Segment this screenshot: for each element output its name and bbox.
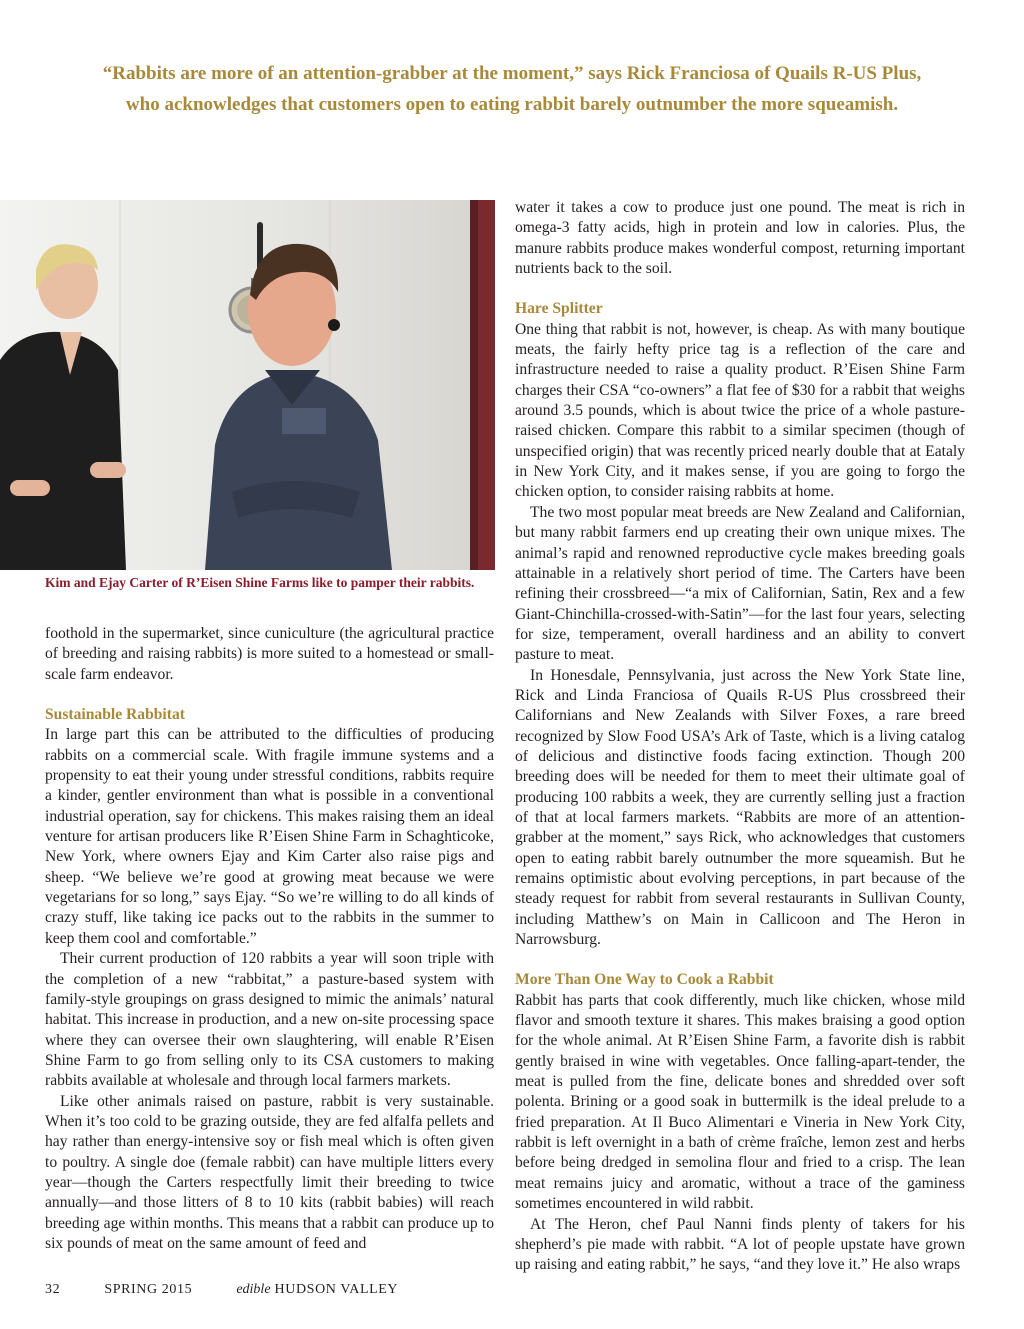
- issue-label: SPRING 2015: [104, 1282, 193, 1297]
- photo-caption: Kim and Ejay Carter of R’Eisen Shine Farms like to pamper their rabbits.: [45, 575, 475, 590]
- paragraph: The two most popular meat breeds are New Zealand and Californian, but many rabbit farmers end up creating their own unique mixes. The animal’s rapid and renowned reproductive cycle makes breeding goals attainable in a relatively short period of time. The Carters have been refining their crossbreed—“a mix of Californian, Satin, Rex and a few Giant-Chinchilla-crossed-with-Satin”—for the last four years, selecting for size, temperament, overall hardiness and an ability to convert pasture to meat.: [515, 503, 965, 664]
- paragraph: Rabbit has parts that cook differently, much like chicken, whose mild flavor and smooth texture it shares. This makes braising a good option for the whole animal. At R’Eisen Shine Farm, a favorite dish is rabbit gently braised in wine with vegetables. Once falling-apart-tender, the meat is pulled from the fine, delicate bones and shredded over soft polenta. Brining or a good soak in buttermilk is the ideal prelude to a fried preparation. At Il Buco Alimentari e Vineria in New York City, rabbit is left overnight in a bath of crème fraîche, lemon zest and herbs before being dredged in semolina flour and fried to a crisp. The lean meat remains juicy and aromatic, without a trace of the gaminess sometimes encountered in wild rabbit.: [515, 991, 965, 1213]
- paragraph: One thing that rabbit is not, however, is cheap. As with many boutique meats, the fairly hefty price tag is a reflection of the care and infrastructure needed to raise a quality product. R’Eisen Shine Farm charges their CSA “co-owners” a flat fee of $30 for a rabbit that weighs around 3.5 pounds, which is about twice the price of a whole pasture-raised chicken. Compare this rabbit to a similar specimen (though of unspecified origin) that was recently priced nearly double that at Eataly in New York City, and it makes sense, if you are going to forgo the chicken option, to consider raising rabbits at home.: [515, 320, 965, 501]
- paragraph: In large part this can be attributed to the difficulties of producing rabbits on a commercial scale. With fragile immune systems and a propensity to eat their young under stressful conditions, rabbits require a kinder, gentler environment than what is possible in a conventional industrial operation, say for chickens. This makes raising them an ideal venture for artisan producers like R’Eisen Shine Farm in Schaghticoke, New York, where owners Ejay and Kim Carter also raise pigs and sheep. “We believe we’re good at growing meat because we were vegetarians for so long,” says Ejay. “So we’re willing to do all kinds of crazy stuff, like taking ice packs out to the rabbits in the summer to keep them cool and comfortable.”: [45, 726, 494, 947]
- paragraph: Their current production of 120 rabbits a year will soon triple with the completion of a new “rabbitat,” a pasture-based system with family-style groupings on grass designed to mimic the animals’ natural habitat. This increase in production, and a new on-site processing space where they can oversee their own slaughtering, will enable R’Eisen Shine Farm to go from selling only to its CSA customers to making rabbits available at wholesale and through local farmers markets.: [45, 950, 494, 1090]
- paragraph: Like other animals raised on pasture, rabbit is very sustainable. When it’s too cold to be grazing outside, they are fed alfalfa pellets and hay rather than energy-intensive soy or fish meal which is often given to poultry. A single doe (female rabbit) can have multiple litters every year—though the Carters respectfully limit their breeding to twice annually—and those litters of 8 to 10 kits (rabbit babies) will reach breeding age within months. This means that a rabbit can produce up to six pounds of meat on the same amount of feed and: [45, 1092, 494, 1252]
- brand-name: HUDSON VALLEY: [274, 1282, 399, 1297]
- pull-quote-line-1: “Rabbits are more of an attention-grabber at the moment,” says Rick Franciosa of Quails R-US Plus,: [102, 63, 922, 84]
- left-column: [45, 624, 494, 1254]
- right-column: [515, 198, 965, 1276]
- paragraph: In Honesdale, Pennsylvania, just across the New York State line, Rick and Linda Franciosa of Quails R-US Plus crossbreed their Californians and New Zealands with Silver Foxes, a rare breed recognized by Slow Food USA’s Ark of Taste, which is a living catalog of delicious and distinctive foods facing extinction. Though 200 breeding does will be needed for them to meet their ultimate goal of producing 100 rabbits a week, they are currently selling just a fraction of that at local farmers markets. “Rabbits are more of an attention-grabber at the moment,” says Rick, who acknowledges that customers open to eating rabbit barely outnumber the more squeamish. But he remains optimistic about evolving perceptions, in part because of the steady request for rabbit from several restaurants in Sullivan County, including Matthew’s on Main in Callicoon and The Heron in Narrowsburg.: [515, 666, 965, 949]
- paragraph: water it takes a cow to produce just one pound. The meat is rich in omega-3 fatty acids, high in protein and low in calories. Plus, the manure rabbits produce makes wonderful compost, returning important nutrients back to the soil.: [515, 199, 965, 278]
- subheading-cook-a-rabbit: More Than One Way to Cook a Rabbit: [515, 971, 774, 989]
- paragraph: At The Heron, chef Paul Nanni finds plenty of takers for his shepherd’s pie made with rabbit. “A lot of people upstate have grown up raising and eating rabbit,” he says, “and they love it.” He also wraps: [515, 1215, 965, 1274]
- page-number: 32: [45, 1282, 61, 1297]
- page-footer: [45, 1282, 438, 1298]
- photo-kim-and-ejay-carter: [0, 200, 495, 570]
- pull-quote-line-2: who acknowledges that customers open to eating rabbit barely outnumber the more squeamish.: [125, 94, 899, 115]
- paragraph: foothold in the supermarket, since cuniculture (the agricultural practice of breeding and raising rabbits) is more suited to a homestead or small-scale farm endeavor.: [45, 625, 494, 683]
- pull-quote: [40, 58, 984, 120]
- subheading-sustainable-rabbitat: Sustainable Rabbitat: [45, 706, 185, 724]
- subheading-hare-splitter: Hare Splitter: [515, 300, 603, 318]
- brand-italic: edible: [236, 1282, 271, 1297]
